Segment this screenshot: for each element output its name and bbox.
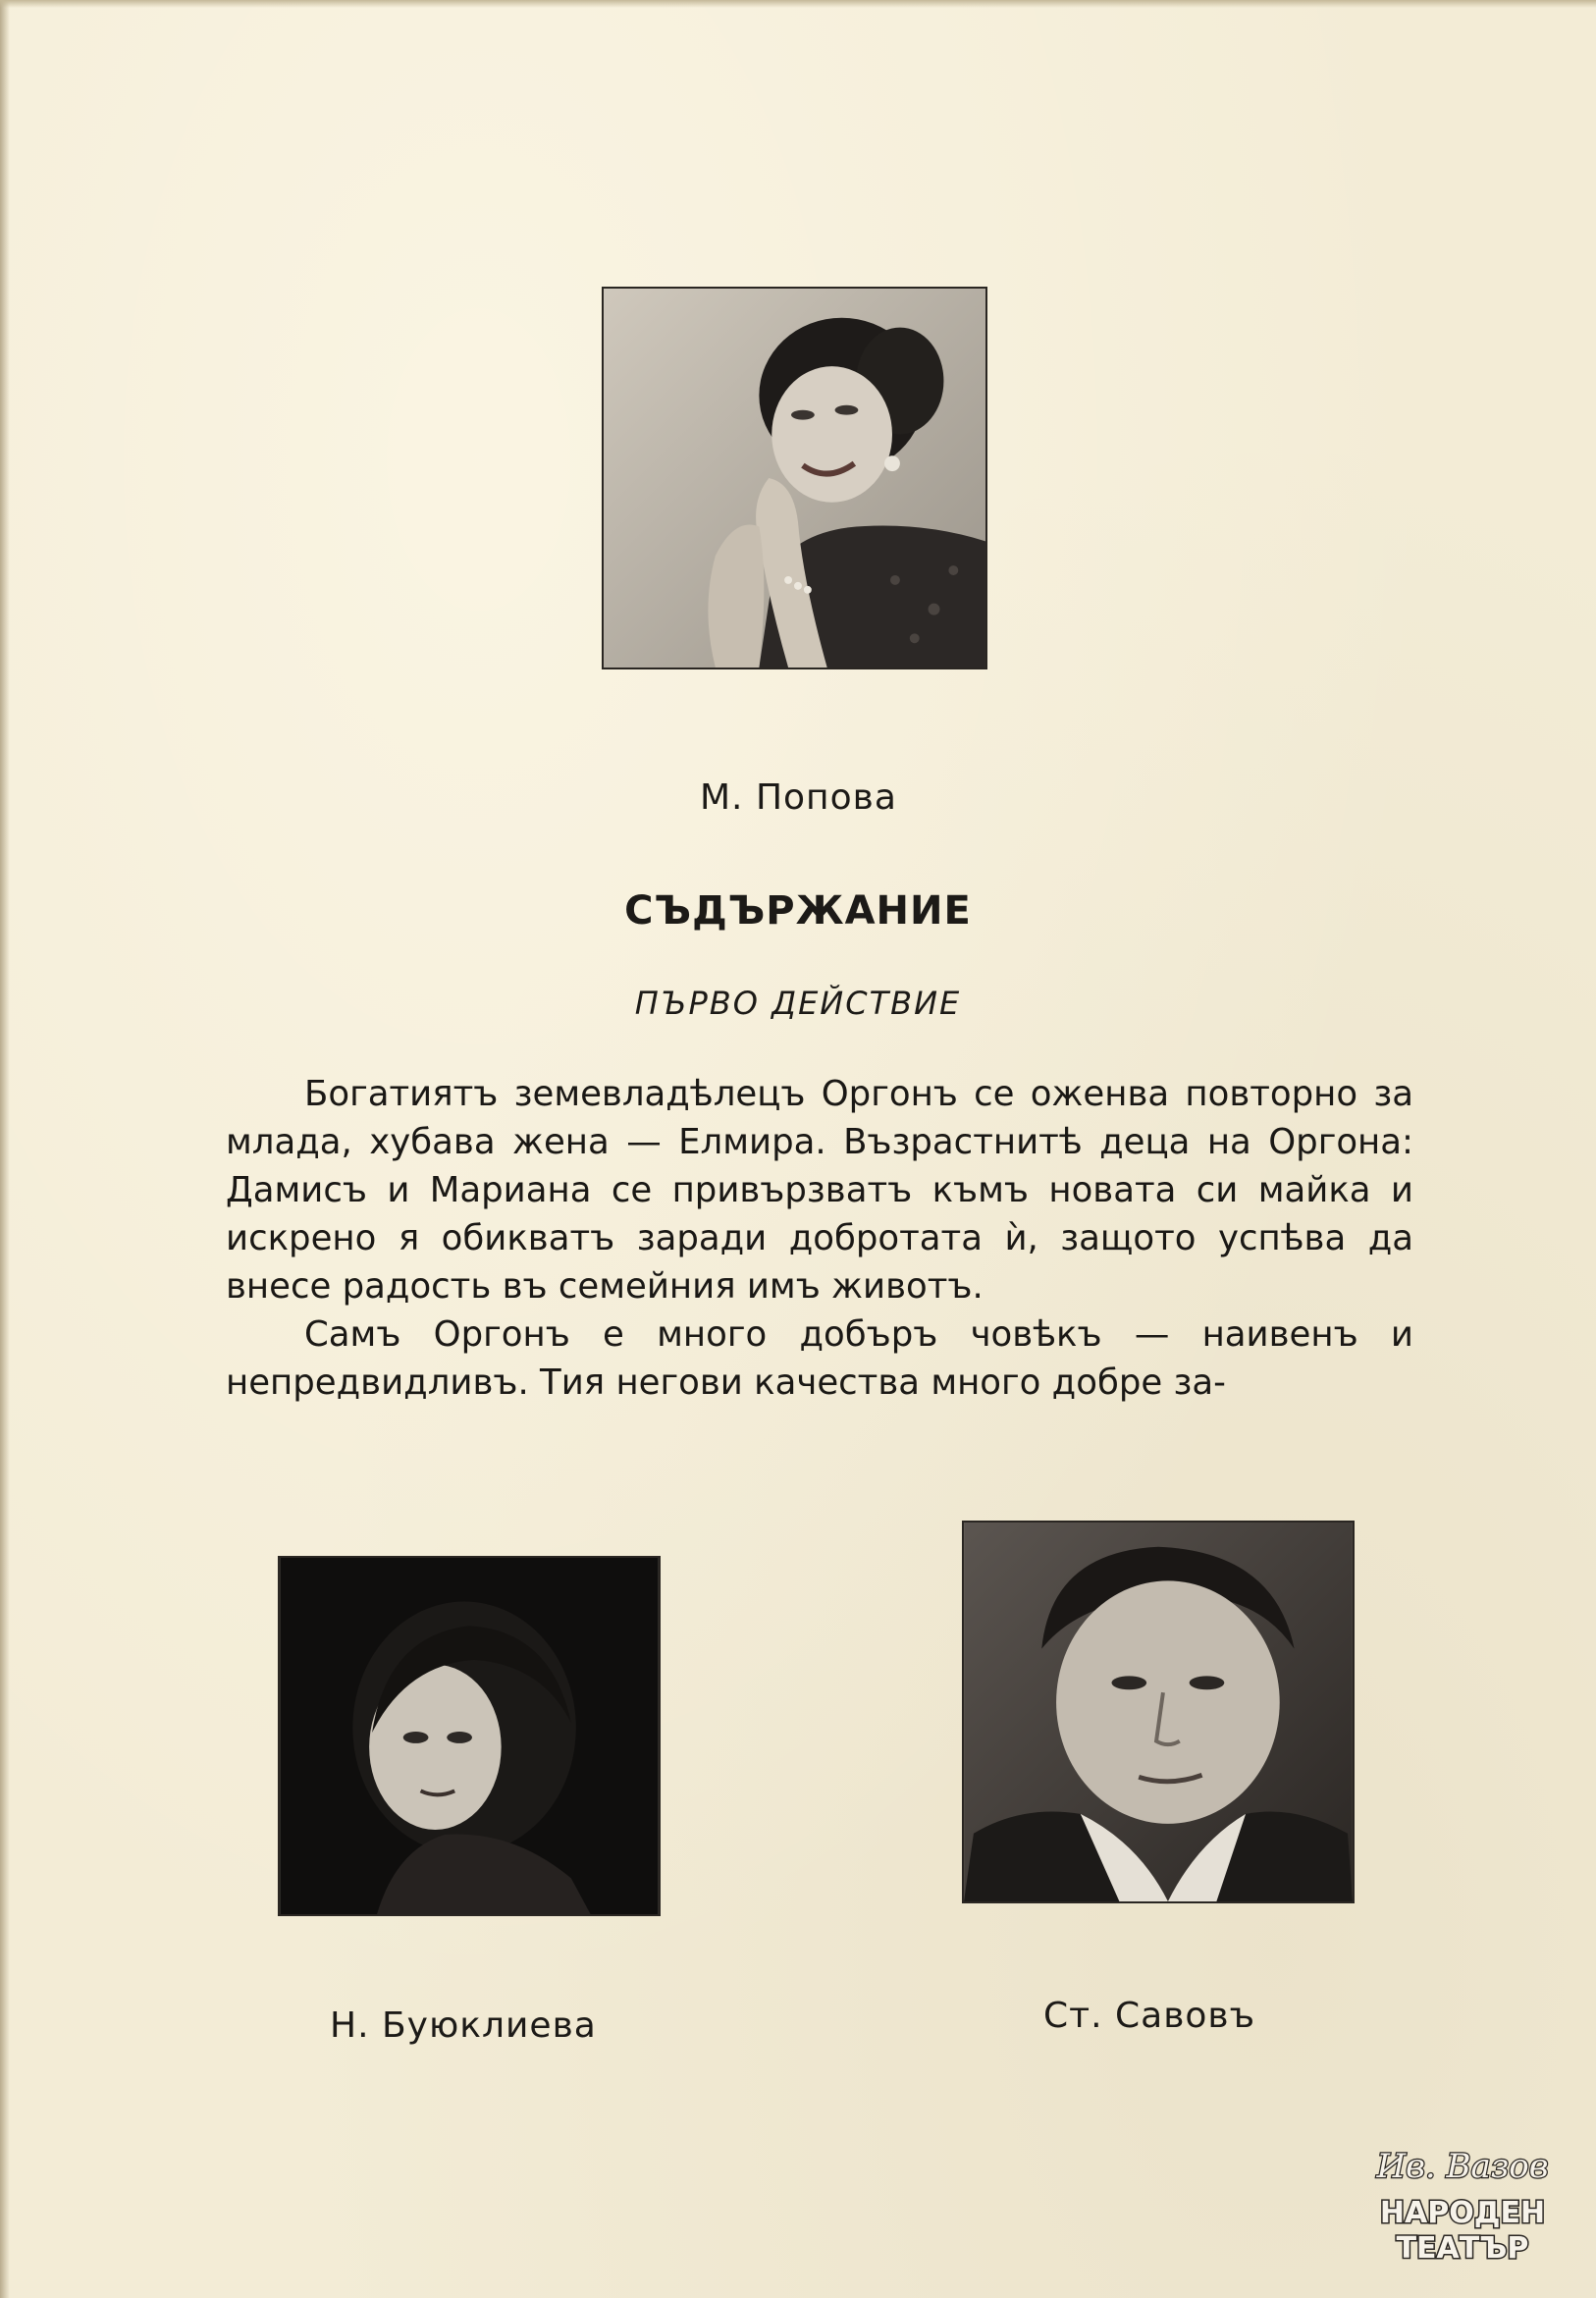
paragraph: Самъ Оргонъ е много добъръ човѣкъ — наивенъ и непредвидливъ. Тия негови качества много добре за- [226, 1314, 1413, 1403]
caption-buyuklieva: Н. Буюклиева [330, 2005, 597, 2046]
national-theatre-logo [1372, 2140, 1551, 2277]
page-edge [0, 0, 10, 2298]
synopsis-text [226, 1070, 1413, 1407]
national-theatre-logo-icon [1372, 2140, 1551, 2277]
portrait-woman-icon [280, 1558, 659, 1914]
caption-popova: М. Попова [700, 777, 897, 818]
portrait-buyuklieva [278, 1556, 661, 1916]
page-edge-top [0, 0, 1596, 8]
logo-line-2: ТЕАТЪР [1396, 2231, 1529, 2266]
logo-line-1: НАРОДЕН [1379, 2196, 1546, 2230]
portrait-woman-smiling-icon [604, 289, 985, 668]
logo-signature: Ив. Вазов [1376, 2147, 1549, 2186]
portrait-popova [602, 287, 987, 669]
paragraph: Богатиятъ земевладѣлецъ Оргонъ се оженва повторно за млада, хубава жена — Елмира. Възрастнитѣ деца на Оргона: Дамисъ и Мариана се привързватъ къмъ новата си майка и искрено я обикватъ заради добротата ѝ, защото успѣва да внесе радость въ семейния имъ животъ. [226, 1074, 1413, 1307]
portrait-savov [962, 1521, 1355, 1903]
portrait-man-icon [964, 1523, 1353, 1901]
section-title: СЪДЪРЖАНИЕ [624, 888, 972, 934]
caption-savov: Ст. Савовъ [1043, 1996, 1256, 2036]
act-title: ПЪРВО ДЕЙСТВИЕ [634, 985, 962, 1022]
